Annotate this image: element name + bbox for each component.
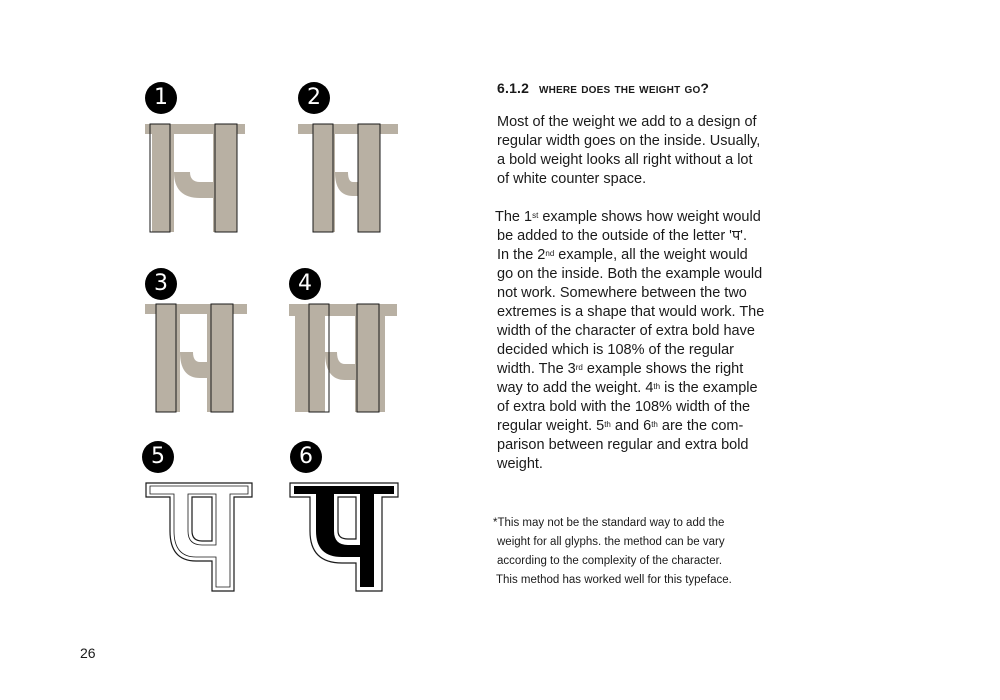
figure-2-weight-inside bbox=[298, 120, 403, 236]
paragraph-2-line: not work. Somewhere between the two bbox=[497, 285, 747, 301]
footnote-line: according to the complexity of the character. bbox=[497, 555, 723, 567]
figure-3-weight-balanced bbox=[145, 300, 250, 416]
paragraph-1 bbox=[497, 113, 760, 189]
paragraph-2-line: be added to the outside of the letter 'प'. bbox=[497, 228, 747, 244]
paragraph-2-line: The 1st example shows how weight would bbox=[495, 209, 761, 225]
paragraph-2-line: decided which is 108% of the regular bbox=[497, 342, 734, 358]
footnote bbox=[493, 514, 732, 590]
paragraph-2-line: weight. bbox=[497, 456, 543, 472]
figure-1-weight-outside bbox=[145, 120, 250, 236]
figure-badge-4: 4 bbox=[289, 268, 321, 300]
footnote-line: *This may not be the standard way to add the bbox=[493, 517, 725, 529]
paragraph-2-line: go on the inside. Both the example would bbox=[497, 266, 763, 282]
section-heading bbox=[497, 80, 709, 96]
paragraph-2-line: regular weight. 5th and 6th are the com- bbox=[497, 418, 744, 434]
figure-badge-5: 5 bbox=[142, 441, 174, 473]
paragraph-1-line: regular width goes on the inside. Usually, bbox=[497, 133, 761, 149]
paragraph-1-line: Most of the weight we add to a design of bbox=[497, 114, 757, 130]
paragraph-2-line: of extra bold with the 108% width of the bbox=[497, 399, 751, 415]
paragraph-2-line: width of the character of extra bold have bbox=[497, 323, 755, 339]
figure-badge-3: 3 bbox=[145, 268, 177, 300]
paragraph-2-line: parison between regular and extra bold bbox=[497, 437, 749, 453]
footnote-line: weight for all glyphs. the method can be vary bbox=[497, 536, 725, 548]
figure-4-extra-bold-108 bbox=[289, 300, 401, 416]
figure-badge-6: 6 bbox=[290, 441, 322, 473]
paragraph-2-line: In the 2nd example, all the weight would bbox=[497, 247, 748, 263]
figure-5-regular-outline bbox=[140, 475, 258, 595]
page-number: 26 bbox=[80, 645, 96, 661]
paragraph-2-line: way to add the weight. 4th is the example bbox=[497, 380, 758, 396]
figure-badge-1: 1 bbox=[145, 82, 177, 114]
paragraph-1-line: a bold weight looks all right without a lot bbox=[497, 152, 753, 168]
figure-badge-2: 2 bbox=[298, 82, 330, 114]
figure-6-extra-bold bbox=[286, 475, 404, 595]
footnote-line: This method has worked well for this typeface. bbox=[496, 574, 732, 586]
section-title: where does the weight go? bbox=[538, 80, 710, 96]
section-number: 6.1.2 bbox=[497, 80, 530, 96]
paragraph-1-line: of white counter space. bbox=[497, 171, 647, 187]
paragraph-2-line: extremes is a shape that would work. The bbox=[497, 304, 765, 320]
paragraph-2 bbox=[495, 208, 764, 474]
paragraph-2-line: width. The 3rd example shows the right bbox=[497, 361, 744, 377]
